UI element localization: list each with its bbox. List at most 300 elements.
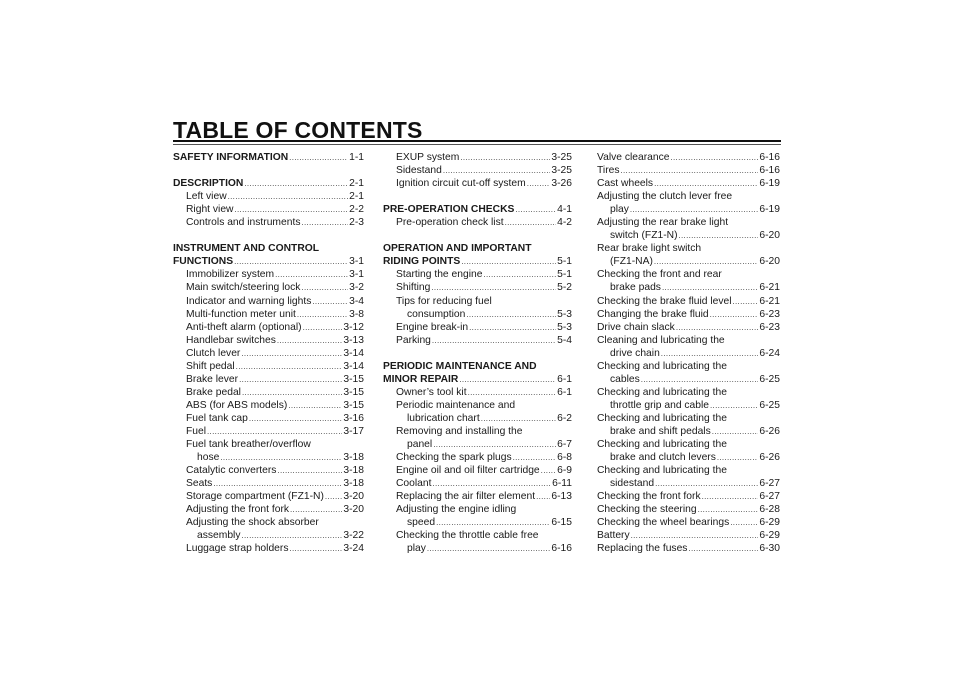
toc-entry[interactable] <box>173 151 364 164</box>
toc-entry-title: consumption <box>407 308 466 320</box>
toc-leader-dots <box>513 451 556 464</box>
toc-entry-text: Adjusting the shock absorber <box>186 517 319 529</box>
toc-entry-title: Checking the front fork <box>597 491 701 503</box>
toc-entry-title: Ignition circuit cut-off system <box>396 178 526 190</box>
toc-entry-text: Checking the front and rear <box>597 269 722 281</box>
toc-entry-title: EXUP system <box>396 152 460 163</box>
toc-entry-title: Luggage strap holders <box>186 543 289 555</box>
toc-entry[interactable] <box>597 177 780 190</box>
toc-entry-title: sidestand <box>610 478 655 490</box>
toc-leader-dots <box>244 177 348 190</box>
toc-page-number: 3-18 <box>343 478 364 490</box>
toc-entry-title: Storage compartment (FZ1-N) <box>186 491 324 503</box>
toc-leader-dots <box>702 490 759 503</box>
toc-entry-title: Coolant <box>396 478 432 490</box>
toc-entry-title: Brake pedal <box>186 386 241 398</box>
toc-page-number: 3-15 <box>343 386 364 398</box>
toc-page-number: 3-18 <box>343 452 364 464</box>
toc-entry-text: Checking and lubricating the <box>597 412 727 424</box>
toc-page-number: 6-21 <box>759 282 780 294</box>
toc-spacer <box>383 229 572 242</box>
toc-entry[interactable] <box>597 425 780 438</box>
toc-entry[interactable] <box>597 451 780 464</box>
toc-entry-title: DESCRIPTION <box>173 178 244 190</box>
toc-page-number: 3-17 <box>343 425 364 437</box>
toc-section-heading: OPERATION AND IMPORTANT <box>383 243 532 255</box>
toc-entry-text: Checking the throttle cable free <box>396 530 539 542</box>
toc-column-1 <box>173 151 364 555</box>
toc-page-number: 3-4 <box>349 295 364 307</box>
toc-entry-title: brake and clutch levers <box>610 452 716 464</box>
toc-entry[interactable] <box>597 295 780 308</box>
toc-entry[interactable] <box>173 268 364 281</box>
toc-entry[interactable] <box>597 529 780 542</box>
toc-entry[interactable] <box>173 386 364 399</box>
toc-leader-dots <box>541 464 556 477</box>
toc-entry[interactable] <box>383 321 572 334</box>
toc-entry-title: cables <box>610 373 640 385</box>
toc-leader-dots <box>461 255 556 268</box>
toc-entry-title: SAFETY INFORMATION <box>173 152 289 163</box>
toc-leader-dots <box>220 451 342 464</box>
toc-entry-title: drive chain <box>610 347 660 359</box>
toc-entry[interactable] <box>597 203 780 216</box>
toc-leader-dots <box>717 451 759 464</box>
toc-leader-dots <box>621 164 759 177</box>
toc-entry-title: Changing the brake fluid <box>597 308 709 320</box>
toc-page-number: 6-29 <box>759 530 780 542</box>
toc-entry[interactable] <box>383 164 572 177</box>
toc-page-number: 6-20 <box>759 256 780 268</box>
toc-page-number: 5-2 <box>557 282 572 294</box>
toc-entry[interactable] <box>173 451 364 464</box>
toc-entry-title: Handlebar switches <box>186 334 276 346</box>
toc-entry-title: Left view <box>186 191 227 203</box>
toc-entry[interactable] <box>383 216 572 229</box>
toc-entry-title: play <box>407 543 426 555</box>
toc-page-number: 2-1 <box>349 191 364 203</box>
toc-entry[interactable] <box>173 216 364 229</box>
toc-leader-dots <box>234 255 348 268</box>
toc-page-number: 3-22 <box>343 530 364 542</box>
toc-entry[interactable] <box>597 477 780 490</box>
toc-entry[interactable] <box>383 334 572 347</box>
toc-leader-dots <box>481 412 556 425</box>
toc-leader-dots <box>654 255 758 268</box>
toc-entry-title: Replacing the fuses <box>597 543 688 555</box>
toc-entry-title: FUNCTIONS <box>173 256 234 268</box>
toc-page-number: 6-26 <box>759 452 780 464</box>
toc-leader-dots <box>536 490 550 503</box>
toc-entry-title: Adjusting the front fork <box>186 504 290 516</box>
toc-page-number: 3-1 <box>349 256 364 268</box>
toc-page-number: 3-1 <box>349 269 364 281</box>
toc-leader-dots <box>290 503 342 516</box>
toc-page-number: 6-1 <box>557 386 572 398</box>
toc-leader-dots <box>242 386 342 399</box>
toc-entry-title: Checking the steering <box>597 504 697 516</box>
toc-leader-dots <box>249 412 343 425</box>
toc-column-3 <box>597 151 780 555</box>
toc-entry[interactable] <box>383 308 572 321</box>
toc-entry-title: PRE-OPERATION CHECKS <box>383 204 515 216</box>
toc-spacer <box>383 347 572 360</box>
toc-leader-dots <box>459 373 556 386</box>
toc-page-number: 6-24 <box>759 347 780 359</box>
toc-page-number: 6-25 <box>759 399 780 411</box>
toc-page-number: 6-29 <box>759 517 780 529</box>
toc-entry-title: hose <box>197 452 220 464</box>
toc-entry-text: Rear brake light switch <box>597 243 702 255</box>
toc-page-number: 6-7 <box>557 439 572 451</box>
toc-spacer <box>173 229 364 242</box>
toc-entry-title: ABS (for ABS models) <box>186 399 288 411</box>
toc-leader-dots <box>432 334 556 347</box>
toc-entry-text: Cleaning and lubricating the <box>597 334 725 346</box>
toc-entry[interactable] <box>383 438 572 451</box>
toc-entry-title: Shifting <box>396 282 431 294</box>
toc-page-number: 3-12 <box>343 321 364 333</box>
toc-entry[interactable] <box>597 164 780 177</box>
toc-page-number: 6-21 <box>759 295 780 307</box>
toc-entry[interactable] <box>383 151 572 164</box>
toc-leader-dots <box>466 308 556 321</box>
toc-entry[interactable] <box>383 477 572 490</box>
toc-entry[interactable] <box>383 255 572 268</box>
toc-entry[interactable] <box>383 412 572 425</box>
toc-leader-dots <box>301 216 348 229</box>
toc-leader-dots <box>235 203 349 216</box>
toc-entry-title: Valve clearance <box>597 152 670 163</box>
toc-leader-dots <box>303 321 343 334</box>
toc-entry-title: Seats <box>186 478 213 490</box>
toc-entry[interactable] <box>383 386 572 399</box>
toc-entry-title: (FZ1-NA) <box>610 256 653 268</box>
toc-leader-dots <box>688 542 758 555</box>
toc-leader-dots <box>505 216 557 229</box>
toc-page-number: 2-3 <box>349 217 364 229</box>
title-underline-thin <box>173 144 781 145</box>
toc-entry[interactable] <box>597 321 780 334</box>
toc-page-number: 6-20 <box>759 230 780 242</box>
toc-page-number: 3-2 <box>349 282 364 294</box>
toc-leader-dots <box>433 438 556 451</box>
toc-entry-title: assembly <box>197 530 241 542</box>
toc-leader-dots <box>236 360 343 373</box>
toc-page-number: 6-23 <box>759 308 780 320</box>
toc-leader-dots <box>710 308 759 321</box>
toc-leader-dots <box>207 425 342 438</box>
toc-leader-dots <box>527 177 551 190</box>
toc-leader-dots <box>431 281 556 294</box>
toc-entry[interactable] <box>173 203 364 216</box>
toc-entry[interactable] <box>173 190 364 203</box>
toc-page-number: 6-19 <box>759 178 780 190</box>
toc-page-number: 6-26 <box>759 425 780 437</box>
toc-leader-dots <box>213 477 342 490</box>
toc-entry-title: panel <box>407 439 433 451</box>
toc-page-number: 6-27 <box>759 478 780 490</box>
toc-page-number: 3-24 <box>343 543 364 555</box>
toc-page-number: 5-1 <box>557 269 572 281</box>
toc-entry[interactable] <box>173 308 364 321</box>
toc-entry-title: Replacing the air filter element <box>396 491 536 503</box>
toc-page-number: 5-1 <box>557 256 572 268</box>
toc-page-number: 2-2 <box>349 204 364 216</box>
toc-leader-dots <box>443 164 551 177</box>
toc-leader-dots <box>239 373 342 386</box>
toc-leader-dots <box>631 529 759 542</box>
toc-entry-title: Multi-function meter unit <box>186 308 296 320</box>
toc-entry-title: Sidestand <box>396 165 442 177</box>
toc-entry[interactable] <box>173 542 364 555</box>
toc-entry[interactable] <box>173 334 364 347</box>
toc-leader-dots <box>676 321 759 334</box>
toc-entry[interactable] <box>173 425 364 438</box>
toc-entry[interactable] <box>173 281 364 294</box>
toc-entry-title: Checking the spark plugs <box>396 452 512 464</box>
toc-leader-dots <box>433 477 552 490</box>
toc-page-number: 5-4 <box>557 334 572 346</box>
toc-entry-title: Clutch lever <box>186 347 241 359</box>
toc-leader-dots <box>436 516 550 529</box>
toc-page-number: 6-19 <box>759 204 780 216</box>
toc-page-number: 6-1 <box>557 373 572 385</box>
toc-spacer <box>173 164 364 177</box>
toc-entry-title: speed <box>407 517 436 529</box>
toc-leader-dots <box>289 151 348 164</box>
toc-leader-dots <box>301 281 348 294</box>
toc-entry[interactable] <box>597 490 780 503</box>
toc-entry[interactable] <box>173 295 364 308</box>
toc-entry-text: Removing and installing the <box>396 425 523 437</box>
toc-entry-title: switch (FZ1-N) <box>610 230 678 242</box>
toc-entry[interactable] <box>383 373 572 386</box>
toc-entry-title: Engine oil and oil filter cartridge <box>396 465 540 477</box>
toc-page-number: 6-28 <box>759 504 780 516</box>
toc-entry-title: Drive chain slack <box>597 321 675 333</box>
toc-spacer <box>383 190 572 203</box>
toc-entry[interactable] <box>173 399 364 412</box>
toc-entry-title: Engine break-in <box>396 321 469 333</box>
toc-leader-dots <box>288 399 342 412</box>
toc-entry-title: Cast wheels <box>597 178 654 190</box>
toc-page-number: 3-15 <box>343 399 364 411</box>
toc-page-number: 3-26 <box>551 178 572 190</box>
toc-leader-dots <box>289 542 342 555</box>
toc-entry[interactable] <box>173 360 364 373</box>
toc-page-number: 6-23 <box>759 321 780 333</box>
toc-leader-dots <box>325 490 342 503</box>
toc-entry[interactable] <box>383 177 572 190</box>
toc-leader-dots <box>468 386 557 399</box>
toc-leader-dots <box>712 425 759 438</box>
toc-entry-title: throttle grip and cable <box>610 399 710 411</box>
toc-entry[interactable] <box>173 503 364 516</box>
toc-leader-dots <box>654 177 758 190</box>
toc-leader-dots <box>277 464 342 477</box>
toc-leader-dots <box>460 151 550 164</box>
toc-entry-title: brake pads <box>610 282 661 294</box>
toc-leader-dots <box>277 334 343 347</box>
toc-entry-title: Fuel tank cap <box>186 412 248 424</box>
toc-column-2 <box>383 151 572 555</box>
toc-entry-title: Catalytic converters <box>186 465 277 477</box>
toc-entry-title: Starting the engine <box>396 269 483 281</box>
toc-page-number: 3-15 <box>343 373 364 385</box>
toc-entry[interactable] <box>173 464 364 477</box>
toc-leader-dots <box>241 347 342 360</box>
toc-entry-title: Main switch/steering lock <box>186 282 301 294</box>
toc-page-number: 6-13 <box>551 491 572 503</box>
toc-entry-title: Right view <box>186 204 234 216</box>
toc-page-number: 1-1 <box>349 152 364 163</box>
toc-entry[interactable] <box>383 542 572 555</box>
toc-leader-dots <box>427 542 551 555</box>
toc-entry[interactable] <box>173 347 364 360</box>
toc-leader-dots <box>469 321 556 334</box>
toc-entry[interactable] <box>383 268 572 281</box>
toc-leader-dots <box>312 295 348 308</box>
toc-leader-dots <box>275 268 348 281</box>
toc-entry[interactable] <box>173 490 364 503</box>
toc-entry-title: Controls and instruments <box>186 217 301 229</box>
toc-leader-dots <box>710 399 758 412</box>
toc-page-number: 6-16 <box>551 543 572 555</box>
toc-entry-text: Checking and lubricating the <box>597 439 727 451</box>
toc-page-number: 6-15 <box>551 517 572 529</box>
toc-page-number: 2-1 <box>349 178 364 190</box>
toc-leader-dots <box>297 308 348 321</box>
toc-page-number: 6-8 <box>557 452 572 464</box>
toc-page-number: 3-20 <box>343 504 364 516</box>
toc-entry-text: Checking and lubricating the <box>597 360 727 372</box>
toc-entry[interactable] <box>383 516 572 529</box>
toc-page-number: 5-3 <box>557 308 572 320</box>
toc-page-number: 5-3 <box>557 321 572 333</box>
toc-entry[interactable] <box>173 373 364 386</box>
toc-entry[interactable] <box>597 281 780 294</box>
toc-entry-text: Periodic maintenance and <box>396 399 516 411</box>
toc-page-number: 3-8 <box>349 308 364 320</box>
toc-entry[interactable] <box>597 542 780 555</box>
toc-entry-text: Adjusting the engine idling <box>396 504 517 516</box>
toc-leader-dots <box>242 529 343 542</box>
toc-entry-title: Checking the brake fluid level <box>597 295 732 307</box>
toc-entry-title: Brake lever <box>186 373 239 385</box>
toc-page-number: 6-11 <box>552 478 572 490</box>
toc-entry-title: RIDING POINTS <box>383 256 461 268</box>
toc-leader-dots <box>483 268 556 281</box>
toc-leader-dots <box>662 281 758 294</box>
toc-page-number: 4-2 <box>557 217 572 229</box>
toc-entry-title: Owner’s tool kit <box>396 386 467 398</box>
toc-entry[interactable] <box>383 464 572 477</box>
toc-leader-dots <box>630 203 759 216</box>
toc-entry[interactable] <box>597 399 780 412</box>
toc-page-number: 6-16 <box>759 165 780 177</box>
toc-entry[interactable] <box>597 503 780 516</box>
toc-section-heading: INSTRUMENT AND CONTROL <box>173 243 320 255</box>
toc-entry[interactable] <box>597 229 780 242</box>
toc-entry-title: Parking <box>396 334 431 346</box>
toc-page-number: 3-25 <box>551 165 572 177</box>
toc-entry-title: Battery <box>597 530 630 542</box>
toc-entry[interactable] <box>383 281 572 294</box>
toc-leader-dots <box>733 295 759 308</box>
toc-entry[interactable] <box>173 412 364 425</box>
toc-entry[interactable] <box>383 203 572 216</box>
toc-page-number: 3-14 <box>343 360 364 372</box>
toc-entry-text: Adjusting the rear brake light <box>597 217 729 229</box>
toc-page-number: 6-27 <box>759 491 780 503</box>
toc-entry[interactable] <box>173 321 364 334</box>
toc-leader-dots <box>515 203 556 216</box>
toc-entry[interactable] <box>383 451 572 464</box>
toc-page-number: 3-16 <box>343 412 364 424</box>
toc-leader-dots <box>641 373 759 386</box>
toc-entry[interactable] <box>383 490 572 503</box>
toc-leader-dots <box>698 503 759 516</box>
toc-entry[interactable] <box>597 347 780 360</box>
toc-page-number: 3-25 <box>551 152 572 163</box>
toc-entry[interactable] <box>597 308 780 321</box>
toc-entry-title: Shift pedal <box>186 360 235 372</box>
toc-entry-title: Fuel <box>186 425 207 437</box>
toc-entry-text: Adjusting the clutch lever free <box>597 191 733 203</box>
toc-entry-title: MINOR REPAIR <box>383 373 459 385</box>
page-title: TABLE OF CONTENTS <box>173 117 423 143</box>
toc-page-number: 3-14 <box>343 347 364 359</box>
toc-entry-title: Indicator and warning lights <box>186 295 312 307</box>
toc-leader-dots <box>661 347 759 360</box>
toc-entry[interactable] <box>173 529 364 542</box>
toc-section-heading: PERIODIC MAINTENANCE AND <box>383 360 537 372</box>
toc-leader-dots <box>730 516 758 529</box>
toc-entry-text: Checking and lubricating the <box>597 465 727 477</box>
toc-entry[interactable] <box>597 516 780 529</box>
toc-page-number: 6-25 <box>759 373 780 385</box>
toc-entry-title: Anti-theft alarm (optional) <box>186 321 302 333</box>
toc-entry[interactable] <box>597 151 780 164</box>
toc-entry-title: brake and shift pedals <box>610 425 711 437</box>
toc-entry-text: Fuel tank breather/overflow <box>186 439 311 451</box>
toc-page-number: 6-30 <box>759 543 780 555</box>
toc-entry-title: play <box>610 204 629 216</box>
toc-leader-dots <box>671 151 759 164</box>
toc-entry[interactable] <box>173 255 364 268</box>
toc-leader-dots <box>228 190 348 203</box>
toc-entry[interactable] <box>173 477 364 490</box>
toc-entry-title: Tires <box>597 165 620 177</box>
toc-entry-title: Pre-operation check list <box>396 217 504 229</box>
toc-entry-text: Tips for reducing fuel <box>396 295 492 307</box>
toc-page-number: 6-9 <box>557 465 572 477</box>
toc-entry-title: Immobilizer system <box>186 269 275 281</box>
toc-entry-title: Checking the wheel bearings <box>597 517 730 529</box>
toc-page-number: 3-20 <box>343 491 364 503</box>
toc-page-number: 6-2 <box>557 412 572 424</box>
toc-entry[interactable] <box>597 255 780 268</box>
toc-entry[interactable] <box>597 373 780 386</box>
title-underline <box>173 140 781 142</box>
toc-page-number: 6-16 <box>759 152 780 163</box>
toc-page-number: 3-13 <box>343 334 364 346</box>
toc-leader-dots <box>679 229 759 242</box>
toc-leader-dots <box>655 477 758 490</box>
toc-entry[interactable] <box>173 177 364 190</box>
toc-entry-text: Checking and lubricating the <box>597 386 727 398</box>
